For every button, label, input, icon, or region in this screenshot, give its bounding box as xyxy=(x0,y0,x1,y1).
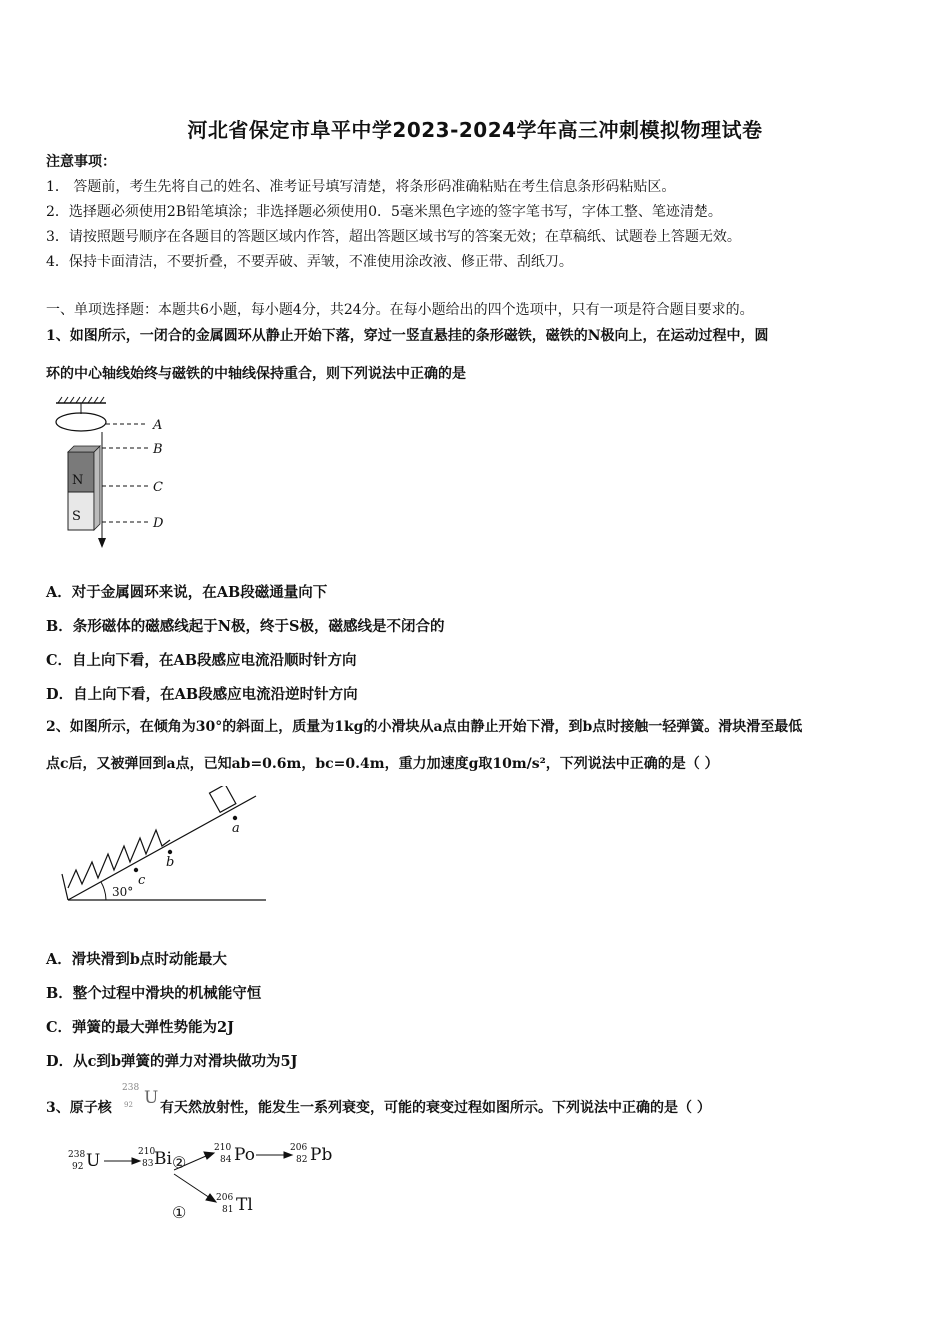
point-c-label: c xyxy=(138,873,146,888)
question-2-option-a: A．滑块滑到b点时动能最大 xyxy=(46,951,227,968)
question-3-prefix: 3、原子核 xyxy=(46,1100,112,1116)
point-a-label: a xyxy=(232,821,240,836)
question-1-option-c: C．自上向下看，在AB段感应电流沿顺时针方向 xyxy=(46,652,357,669)
nuclide-mass: 238 xyxy=(122,1083,140,1093)
u-z: 92 xyxy=(72,1162,84,1172)
nuclide-charge: 92 xyxy=(124,1101,133,1109)
label-b: B xyxy=(153,442,163,457)
tl-z: 81 xyxy=(222,1205,234,1215)
path-1-marker: ① xyxy=(172,1203,187,1222)
note-item: 3．请按照题号顺序在各题目的答题区域内作答，超出答题区域书写的答案无效；在草稿纸、试题卷上答题无效。 xyxy=(46,229,741,245)
question-1-figure xyxy=(48,392,188,552)
tl-symbol: Tl xyxy=(236,1195,253,1215)
label-c: C xyxy=(153,480,163,495)
u-mass: 238 xyxy=(68,1150,86,1160)
question-1-option-b: B．条形磁体的磁感线起于N极，终于S极，磁感线是不闭合的 xyxy=(46,618,445,635)
pole-s-label: S xyxy=(72,509,81,524)
u-symbol: U xyxy=(86,1151,101,1171)
angle-label: 30° xyxy=(112,885,134,899)
bi-z: 83 xyxy=(142,1159,154,1169)
page-title: 河北省保定市阜平中学2023-2024学年高三冲刺模拟物理试卷 xyxy=(187,118,763,142)
po-symbol: Po xyxy=(234,1145,255,1165)
point-b-label: b xyxy=(166,855,175,870)
note-item: 1． 答题前，考生先将自己的姓名、准考证号填写清楚，将条形码准确粘贴在考生信息条形码粘贴区。 xyxy=(46,179,676,195)
question-3-text: 有天然放射性，能发生一系列衰变，可能的衰变过程如图所示。下列说法中正确的是（ ） xyxy=(160,1100,711,1116)
question-2-option-d: D．从c到b弹簧的弹力对滑块做功为5J xyxy=(46,1053,298,1070)
note-item: 2．选择题必须使用2B铅笔填涂；非选择题必须使用0．5毫米黑色字迹的签字笔书写，字体工整、笔迹清楚。 xyxy=(46,204,722,220)
question-2-option-c: C．弹簧的最大弹性势能为2J xyxy=(46,1019,234,1036)
bi-symbol: Bi xyxy=(154,1149,172,1169)
question-1-option-d: D．自上向下看，在AB段感应电流沿逆时针方向 xyxy=(46,686,358,703)
label-d: D xyxy=(153,516,164,531)
tl-mass: 206 xyxy=(216,1193,234,1203)
bi-mass: 210 xyxy=(138,1147,156,1157)
pole-n-label: N xyxy=(72,473,84,488)
question-2-text-line1: 2、如图所示，在倾角为30°的斜面上，质量为1kg的小滑块从a点由静止开始下滑，到b点时接触一轻弹簧。滑块滑至最低 xyxy=(46,719,803,735)
po-mass: 210 xyxy=(214,1143,232,1153)
section-heading: 一、单项选择题：本题共6小题，每小题4分，共24分。在每小题给出的四个选项中，只有一项是符合题目要求的。 xyxy=(46,302,754,318)
pb-mass: 206 xyxy=(290,1143,308,1153)
question-3-decay-figure xyxy=(62,1138,342,1222)
question-2-figure xyxy=(56,786,271,906)
path-2-marker: ② xyxy=(172,1153,187,1172)
question-1-text-line2: 环的中心轴线始终与磁铁的中轴线保持重合，则下列说法中正确的是 xyxy=(46,366,466,382)
question-2-option-b: B．整个过程中滑块的机械能守恒 xyxy=(46,985,262,1002)
question-1-text-line1: 1、如图所示，一闭合的金属圆环从静止开始下落，穿过一竖直悬挂的条形磁铁，磁铁的N极向上，在运动过程中，圆 xyxy=(46,328,769,344)
question-2-text-line2: 点c后，又被弹回到a点，已知ab=0.6m，bc=0.4m，重力加速度g取10m/s²，下列说法中正确的是（ ） xyxy=(46,756,719,772)
nuclide-symbol: U xyxy=(144,1088,159,1108)
pb-z: 82 xyxy=(296,1155,308,1165)
label-a: A xyxy=(153,418,163,433)
notes-header: 注意事项： xyxy=(46,154,116,170)
pb-symbol: Pb xyxy=(310,1145,333,1165)
question-1-option-a: A．对于金属圆环来说，在AB段磁通量向下 xyxy=(46,584,328,601)
note-item: 4．保持卡面清洁，不要折叠，不要弄破、弄皱，不准使用涂改液、修正带、刮纸刀。 xyxy=(46,254,573,270)
po-z: 84 xyxy=(220,1155,232,1165)
